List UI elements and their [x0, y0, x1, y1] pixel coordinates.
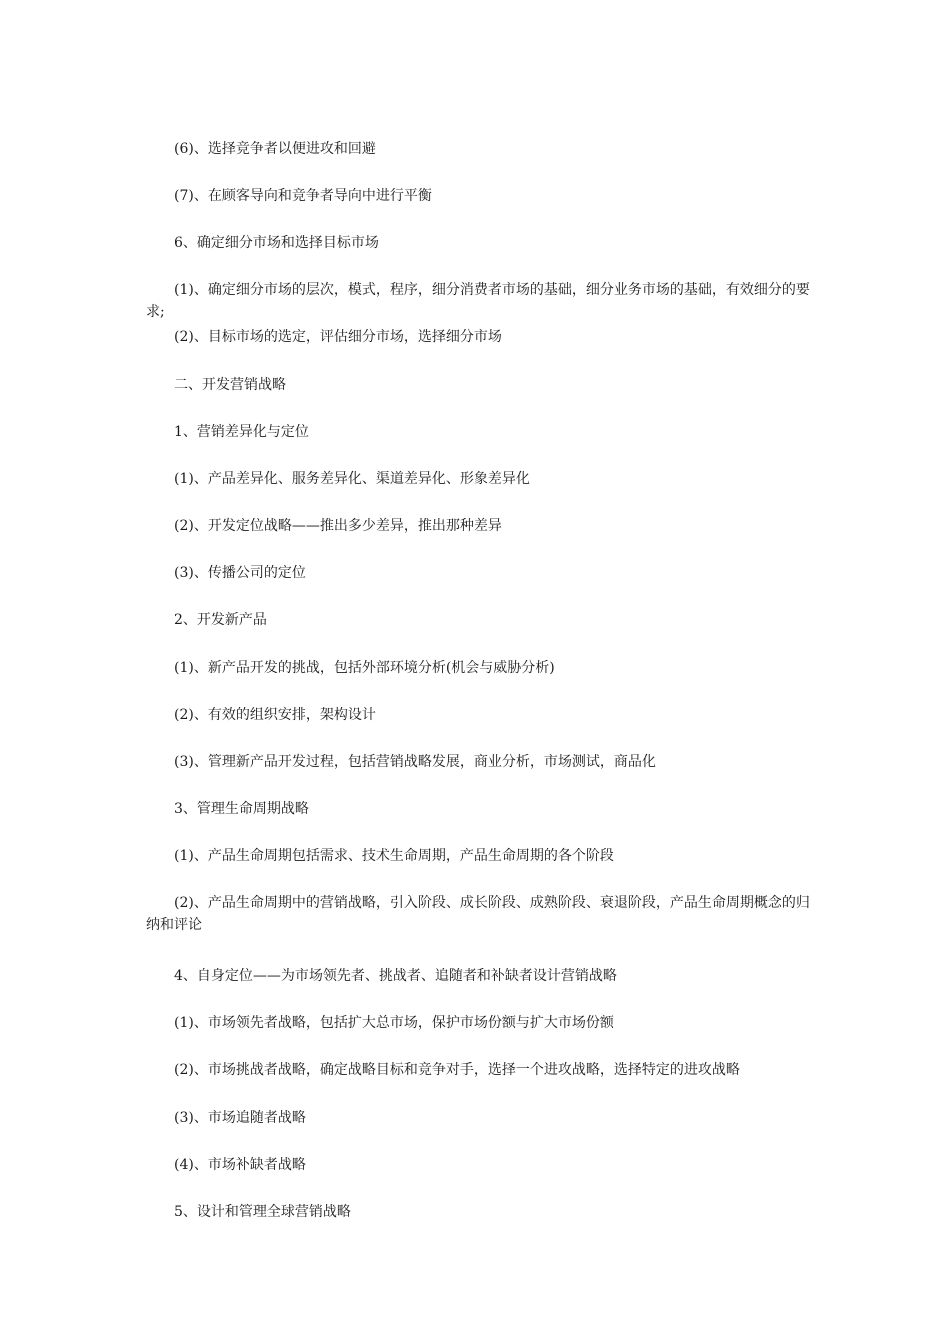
section-heading: 5、设计和管理全球营销战略 — [174, 1204, 351, 1220]
paragraph: (4)、市场补缺者战略 — [174, 1157, 306, 1173]
paragraph: (3)、市场追随者战略 — [174, 1110, 306, 1126]
paragraph: (2)、开发定位战略——推出多少差异，推出那种差异 — [174, 518, 502, 534]
section-heading: 1、营销差异化与定位 — [174, 424, 309, 440]
section-heading: 4、自身定位——为市场领先者、挑战者、追随者和补缺者设计营销战略 — [174, 968, 617, 984]
paragraph: (3)、传播公司的定位 — [174, 565, 306, 581]
paragraph: (2)、产品生命周期中的营销战略，引入阶段、成长阶段、成熟阶段、衰退阶段，产品生命周期概念的归纳和评论 — [146, 895, 810, 933]
paragraph: (2)、市场挑战者战略，确定战略目标和竞争对手，选择一个进攻战略，选择特定的进攻战略 — [174, 1062, 740, 1078]
paragraph: (2)、有效的组织安排，架构设计 — [174, 707, 376, 723]
section-heading: 6、确定细分市场和选择目标市场 — [174, 235, 379, 251]
paragraph: (7)、在顾客导向和竞争者导向中进行平衡 — [174, 188, 432, 204]
chapter-heading: 二、开发营销战略 — [174, 377, 286, 393]
section-heading: 2、开发新产品 — [174, 612, 267, 628]
section-heading: 3、管理生命周期战略 — [174, 801, 309, 817]
paragraph: (6)、选择竞争者以便进攻和回避 — [174, 141, 376, 157]
paragraph: (1)、新产品开发的挑战，包括外部环境分析(机会与威胁分析) — [174, 660, 555, 676]
paragraph: (1)、产品生命周期包括需求、技术生命周期，产品生命周期的各个阶段 — [174, 848, 614, 864]
paragraph: (1)、确定细分市场的层次，模式，程序，细分消费者市场的基础，细分业务市场的基础，有效细分的要求; — [146, 282, 810, 320]
paragraph: (1)、产品差异化、服务差异化、渠道差异化、形象差异化 — [174, 471, 530, 487]
paragraph: (3)、管理新产品开发过程，包括营销战略发展，商业分析，市场测试，商品化 — [174, 754, 656, 770]
paragraph: (1)、市场领先者战略，包括扩大总市场，保护市场份额与扩大市场份额 — [174, 1015, 614, 1031]
paragraph: (2)、目标市场的选定，评估细分市场，选择细分市场 — [174, 329, 502, 345]
